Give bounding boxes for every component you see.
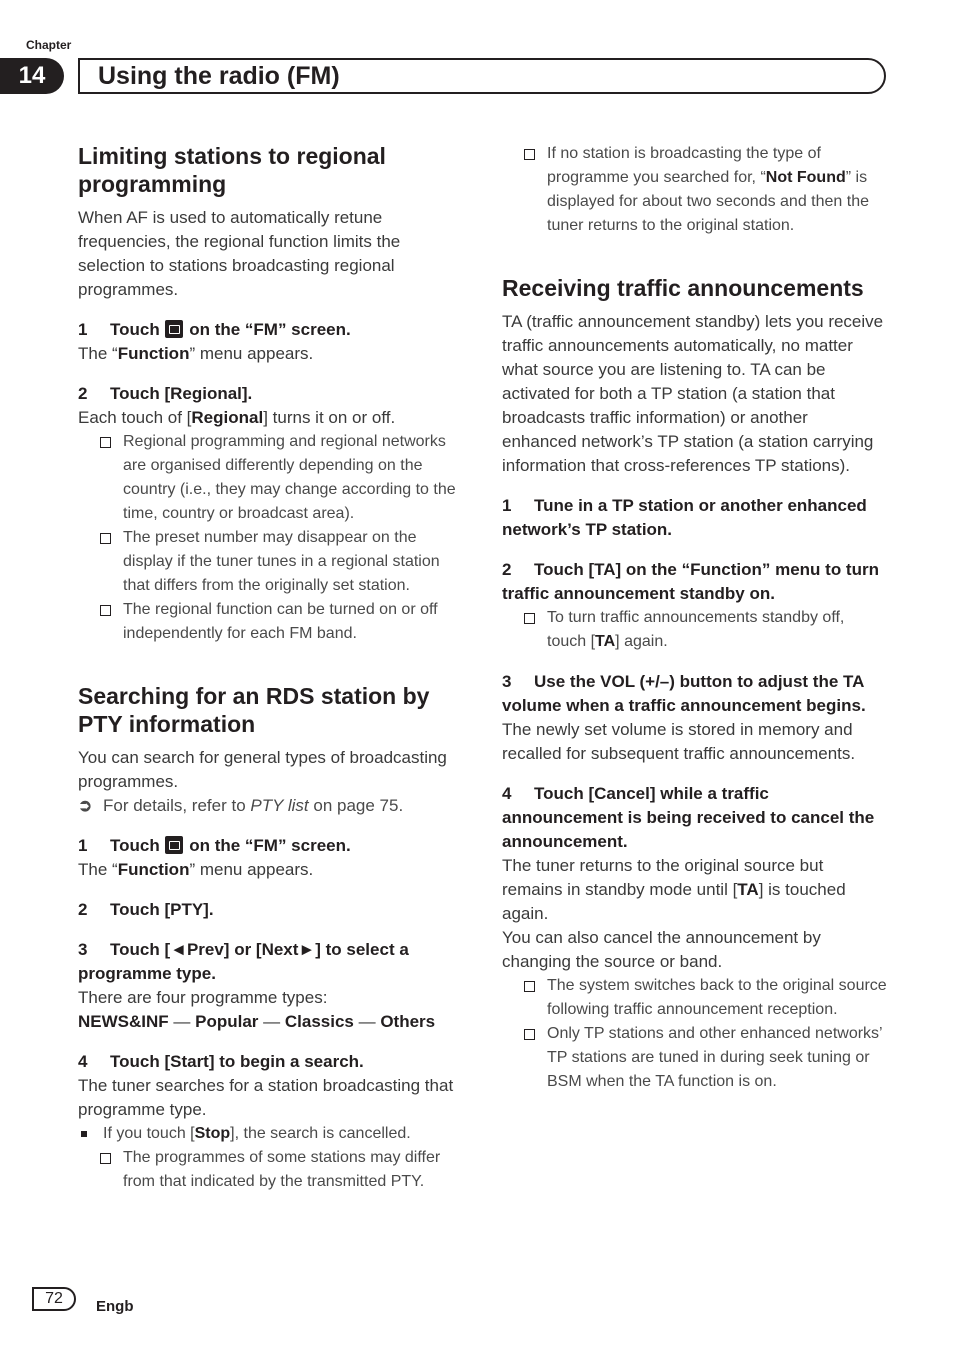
page-number: 72 [32, 1287, 76, 1311]
checkbox-bullet-icon [100, 1153, 111, 1164]
not-found-note: If no station is broadcasting the type of programme you searched for, “Not Found” is displayed for about two seconds and then the tuner returns to the original station. [502, 142, 887, 238]
regional-note-3: The regional function can be turned on or off independently for each FM band. [78, 598, 463, 646]
checkbox-bullet-icon [100, 605, 111, 616]
square-bullet-icon [81, 1131, 87, 1137]
traffic-step-4-result-1: The tuner returns to the original source but remains in standby mode until [TA] is touched again. [502, 856, 846, 923]
checkbox-bullet-icon [524, 981, 535, 992]
traffic-step-3: 3 Use the VOL (+/–) button to adjust the TA volume when a traffic announcement begins. [502, 672, 866, 715]
section-title-traffic: Receiving traffic announcements [502, 275, 864, 301]
pty-step-2: 2 Touch [PTY]. [78, 900, 214, 919]
pty-step-4-result: The tuner searches for a station broadcasting that programme type. [78, 1076, 454, 1119]
arrow-right-icon: ➲ [78, 796, 93, 815]
pty-note: The programmes of some stations may differ from that indicated by the transmitted PTY. [78, 1146, 463, 1194]
regional-note-1: Regional programming and regional networks are organised differently depending on the country (i.e., they may change according to the time, country or broadcast area). [78, 430, 463, 526]
regional-step-1-result: The “Function” menu appears. [78, 344, 314, 363]
regional-note-2: The preset number may disappear on the display if the tuner tunes in a regional station that differs from the originally set station. [78, 526, 463, 598]
section-title-pty: Searching for an RDS station by PTY information [78, 683, 430, 737]
traffic-step-2-note: To turn traffic announcements standby off, touch [TA] again. [502, 606, 887, 654]
checkbox-bullet-icon [524, 1029, 535, 1040]
pty-step-4: 4 Touch [Start] to begin a search. [78, 1052, 364, 1071]
language-code: Engb [96, 1298, 134, 1315]
traffic-step-2: 2 Touch [TA] on the “Function” menu to turn traffic announcement standby on. [502, 560, 879, 603]
pty-step-3-result: There are four programme types: [78, 988, 328, 1007]
regional-intro: When AF is used to automatically retune frequencies, the regional function limits the selection to stations broadcasting regional programmes. [78, 208, 401, 299]
pty-reference: ➲ For details, refer to PTY list on page 75. [78, 794, 463, 818]
chapter-label: Chapter [26, 38, 72, 52]
right-column [502, 142, 887, 1094]
traffic-note-2: Only TP stations and other enhanced networks’ TP stations are tuned in during seek tuning or BSM when the TA function is on. [502, 1022, 887, 1094]
function-icon [165, 836, 183, 854]
left-column [78, 142, 463, 1194]
checkbox-bullet-icon [100, 437, 111, 448]
pty-step-1: 1 Touch on the “FM” screen. [78, 836, 351, 855]
traffic-step-4-result-2: You can also cancel the announcement by changing the source or band. [502, 928, 821, 971]
traffic-intro: TA (traffic announcement standby) lets you receive traffic announcements automatically, no matter what source you are listening to. TA can be activated for both a TP station (a station that broadcasts traffic information) or another enhanced network’s TP station (a station carrying information that cross-references TP stations). [502, 312, 884, 475]
traffic-step-3-result: The newly set volume is stored in memory and recalled for subsequent traffic announcements. [502, 720, 856, 763]
regional-step-2-result: Each touch of [Regional] turns it on or off. [78, 408, 396, 427]
pty-intro: You can search for general types of broadcasting programmes. [78, 748, 447, 791]
pty-bullet: If you touch [Stop], the search is cancelled. [78, 1122, 463, 1146]
regional-step-1: 1 Touch on the “FM” screen. [78, 320, 351, 339]
checkbox-bullet-icon [524, 149, 535, 160]
traffic-step-4: 4 Touch [Cancel] while a traffic announcement is being received to cancel the announcement. [502, 784, 875, 851]
pty-step-3: 3 Touch [◄Prev] or [Next►] to select a programme type. [78, 940, 409, 983]
chapter-number-badge: 14 [0, 58, 64, 94]
regional-step-2: 2 Touch [Regional]. [78, 384, 253, 403]
function-icon [165, 320, 183, 338]
checkbox-bullet-icon [100, 533, 111, 544]
pty-types: NEWS&INF — Popular — Classics — Others [78, 1012, 436, 1031]
traffic-note-1: The system switches back to the original source following traffic announcement reception. [502, 974, 887, 1022]
pty-step-1-result: The “Function” menu appears. [78, 860, 314, 879]
checkbox-bullet-icon [524, 613, 535, 624]
section-title-regional: Limiting stations to regional programming [78, 143, 386, 197]
traffic-step-1: 1 Tune in a TP station or another enhanced network’s TP station. [502, 496, 867, 539]
chapter-title: Using the radio (FM) [78, 58, 886, 94]
